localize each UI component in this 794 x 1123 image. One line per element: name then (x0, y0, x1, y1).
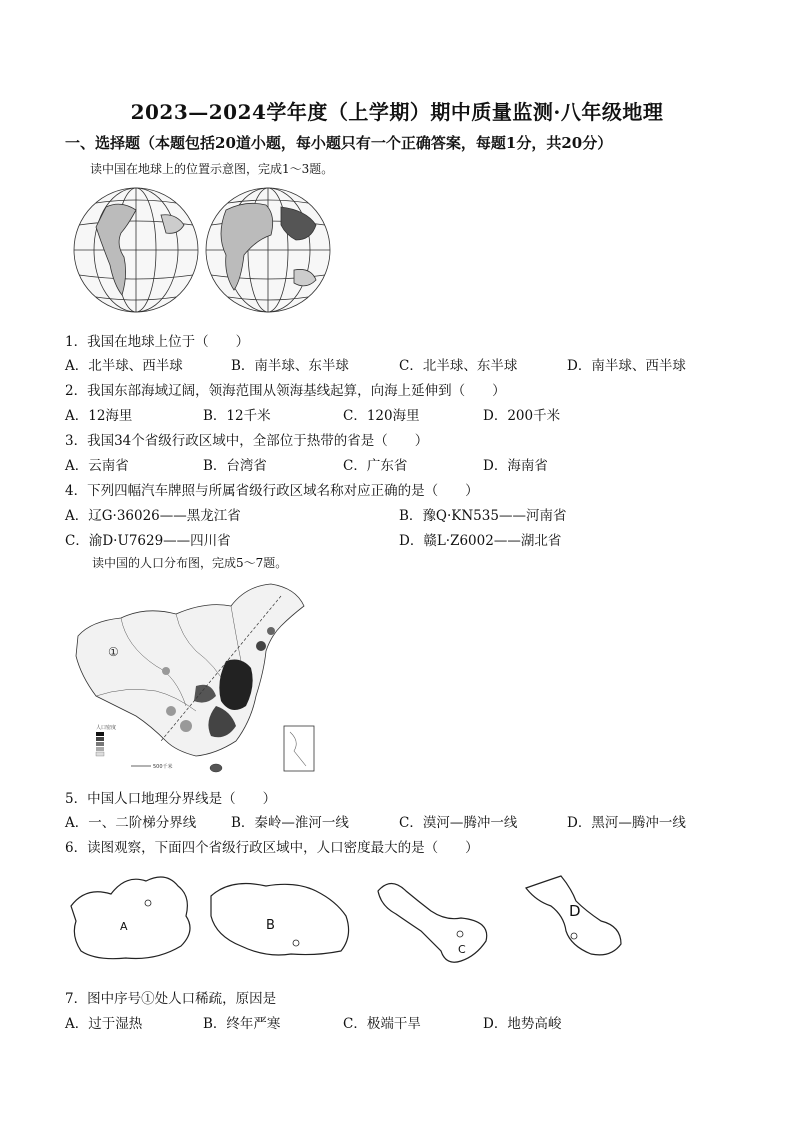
intro-text-2: 读中国的人口分布图，完成5～7题。 (92, 556, 288, 570)
q5-option-d[interactable]: D．黑河—腾冲一线 (567, 815, 686, 831)
label-b: B (266, 918, 275, 933)
q4-option-a[interactable]: A．辽G·36026——黑龙江省 (65, 508, 241, 524)
q4-stem: 4．下列四幅汽车牌照与所属省级行政区域名称对应正确的是（ ） (65, 483, 479, 499)
section-heading: 一、选择题（本题包括20道小题，每小题只有一个正确答案，每题1分，共20分） (65, 134, 613, 152)
q4-option-d[interactable]: D．赣L·Z6002——湖北省 (399, 533, 562, 549)
q6-stem: 6．读图观察，下面四个省级行政区域中，人口密度最大的是（ ） (65, 840, 479, 856)
q3-option-a[interactable]: A．云南省 (65, 458, 129, 474)
q1-option-a[interactable]: A．北半球、西半球 (65, 358, 183, 374)
province-shape-a (71, 877, 190, 959)
page-title: 2023—2024学年度（上学期）期中质量监测·八年级地理 (130, 100, 664, 124)
province-shape-c (378, 884, 487, 963)
q3-stem: 3．我国34个省级行政区域中，全部位于热带的省是（ ） (65, 433, 429, 449)
q3-option-b[interactable]: B．台湾省 (203, 458, 267, 474)
q2-stem: 2．我国东部海域辽阔，领海范围从领海基线起算，向海上延伸到（ ） (65, 383, 506, 399)
q4-option-c[interactable]: C．渝D·U7629——四川省 (65, 533, 231, 549)
intro-text-1: 读中国在地球上的位置示意图，完成1～3题。 (90, 162, 334, 176)
q5-stem: 5．中国人口地理分界线是（ ） (65, 791, 277, 807)
q2-option-a[interactable]: A．12海里 (65, 408, 133, 424)
province-shapes (66, 866, 646, 976)
map-marker-1: ① (108, 645, 119, 659)
q1-option-d[interactable]: D．南半球、西半球 (567, 358, 686, 374)
label-d: D (569, 902, 581, 920)
q4-option-b[interactable]: B．豫Q·KN535——河南省 (399, 508, 567, 524)
q3-option-c[interactable]: C．广东省 (343, 458, 408, 474)
q7-stem: 7．图中序号①处人口稀疏，原因是 (65, 991, 277, 1007)
q5-option-b[interactable]: B．秦岭—淮河一线 (231, 815, 349, 831)
label-c: C (458, 943, 466, 956)
legend-title: 人口密度 (96, 725, 117, 731)
q7-option-c[interactable]: C．极端干旱 (343, 1016, 421, 1032)
q5-option-c[interactable]: C．漠河—腾冲一线 (399, 815, 518, 831)
map-legend (96, 724, 116, 756)
population-map (66, 576, 324, 776)
globe-figure (66, 185, 342, 317)
q7-option-d[interactable]: D．地势高峻 (483, 1016, 562, 1032)
scale-text: 500千米 (153, 764, 173, 770)
q7-option-b[interactable]: B．终年严寒 (203, 1016, 281, 1032)
q2-option-d[interactable]: D．200千米 (483, 408, 561, 424)
label-a: A (120, 920, 128, 933)
q1-option-c[interactable]: C．北半球、东半球 (399, 358, 518, 374)
q7-option-a[interactable]: A．过于湿热 (65, 1016, 143, 1032)
q1-option-b[interactable]: B．南半球、东半球 (231, 358, 349, 374)
q2-option-b[interactable]: B．12千米 (203, 408, 271, 424)
q5-option-a[interactable]: A．一、二阶梯分界线 (65, 815, 197, 831)
q2-option-c[interactable]: C．120海里 (343, 408, 420, 424)
q3-option-d[interactable]: D．海南省 (483, 458, 548, 474)
q1-stem: 1．我国在地球上位于（ ） (65, 334, 250, 350)
province-shape-b (211, 884, 349, 955)
